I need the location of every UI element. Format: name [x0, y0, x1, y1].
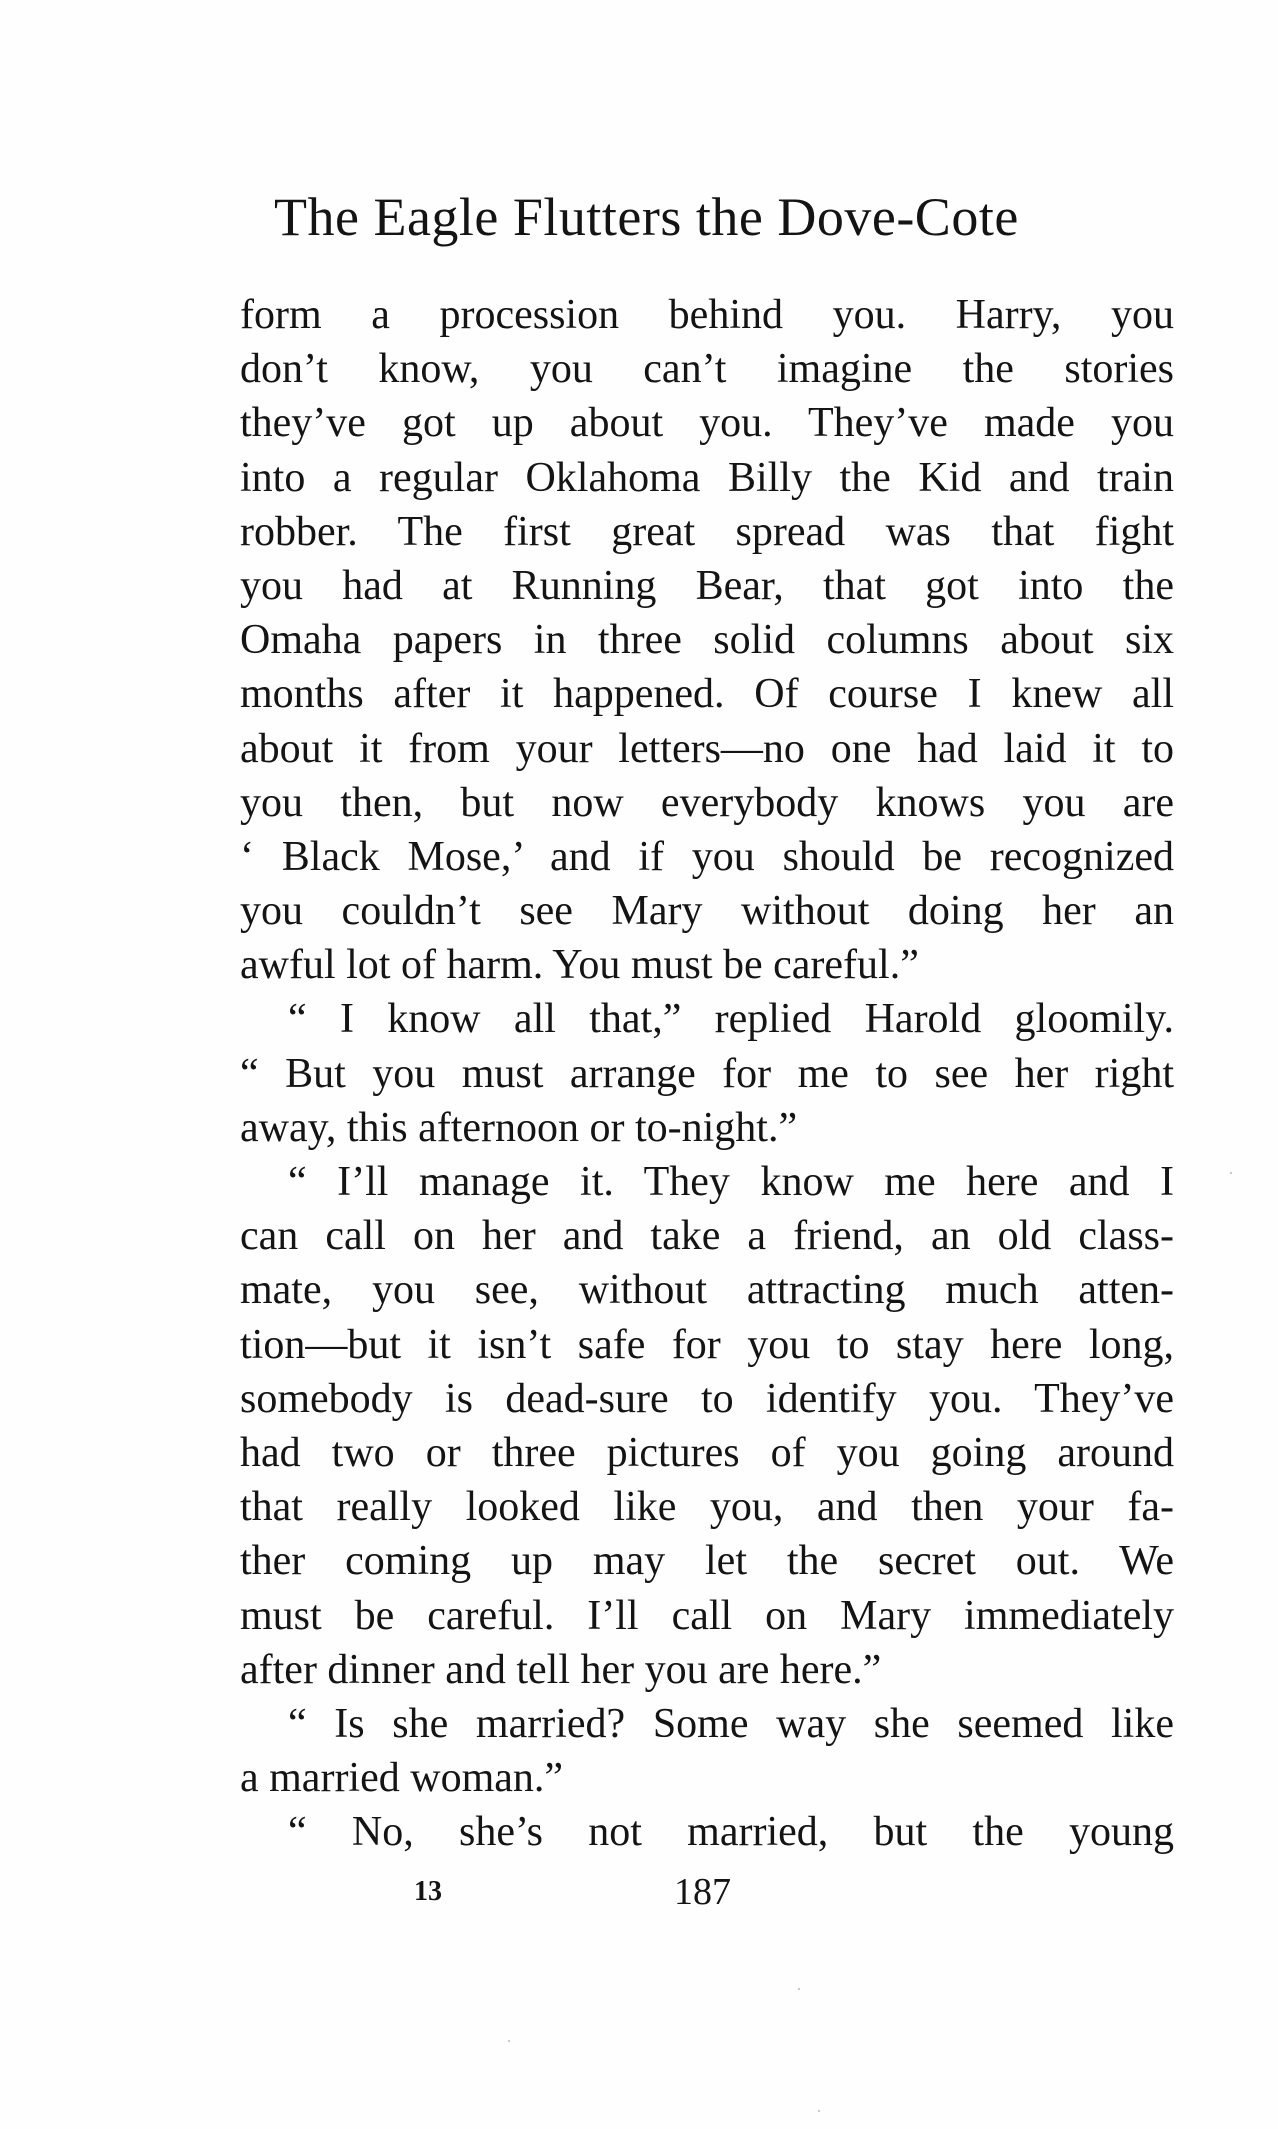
text-line: mate, you see, without attracting much atten-	[240, 1267, 1174, 1314]
text-line: somebody is dead-sure to identify you. They’ve	[240, 1375, 1174, 1422]
text-line: Omaha papers in three solid columns about six	[240, 617, 1174, 664]
text-line: a married woman.”	[240, 1755, 564, 1802]
text-line: away, this afternoon or to-night.”	[240, 1104, 798, 1151]
text-line: must be careful. I’ll call on Mary immediately	[240, 1592, 1174, 1639]
text-line: “ I know all that,” replied Harold gloomily.	[288, 996, 1174, 1043]
paper-speck	[798, 1988, 800, 1990]
text-line: tion—but it isn’t safe for you to stay here long,	[240, 1321, 1174, 1368]
text-line: months after it happened. Of course I knew all	[240, 671, 1174, 718]
text-line: ‘ Black Mose,’ and if you should be recognized	[240, 833, 1174, 880]
text-line: you couldn’t see Mary without doing her an	[240, 888, 1174, 935]
paper-speck	[818, 2110, 820, 2112]
page-number: 187	[674, 1871, 731, 1913]
text-line: can call on her and take a friend, an old class-	[240, 1213, 1174, 1260]
text-line: “ But you must arrange for me to see her right	[240, 1050, 1174, 1097]
text-line: had two or three pictures of you going around	[240, 1429, 1174, 1476]
text-line: “ No, she’s not married, but the young	[288, 1809, 1174, 1856]
text-line: robber. The first great spread was that fight	[240, 508, 1174, 555]
paper-speck	[1230, 1172, 1232, 1174]
text-line: after dinner and tell her you are here.”	[240, 1646, 882, 1693]
signature-mark: 13	[414, 1876, 442, 1907]
text-line: you then, but now everybody knows you are	[240, 779, 1174, 826]
running-head: The Eagle Flutters the Dove-Cote	[274, 187, 1019, 247]
text-line: ther coming up may let the secret out. We	[240, 1538, 1174, 1585]
text-line: that really looked like you, and then your fa-	[240, 1484, 1174, 1531]
text-line: form a procession behind you. Harry, you	[240, 292, 1174, 338]
text-line: about it from your letters—no one had laid it to	[240, 725, 1174, 772]
paper-speck	[508, 2040, 510, 2042]
text-line: into a regular Oklahoma Billy the Kid and train	[240, 454, 1174, 501]
text-line: they’ve got up about you. They’ve made you	[240, 400, 1174, 447]
text-line: “ I’ll manage it. They know me here and I	[288, 1159, 1174, 1205]
text-line: awful lot of harm. You must be careful.”	[240, 942, 919, 989]
text-line: don’t know, you can’t imagine the stories	[240, 346, 1174, 393]
body-text	[240, 288, 1174, 1859]
text-line: “ Is she married? Some way she seemed like	[288, 1700, 1174, 1747]
text-line: you had at Running Bear, that got into the	[240, 562, 1174, 609]
